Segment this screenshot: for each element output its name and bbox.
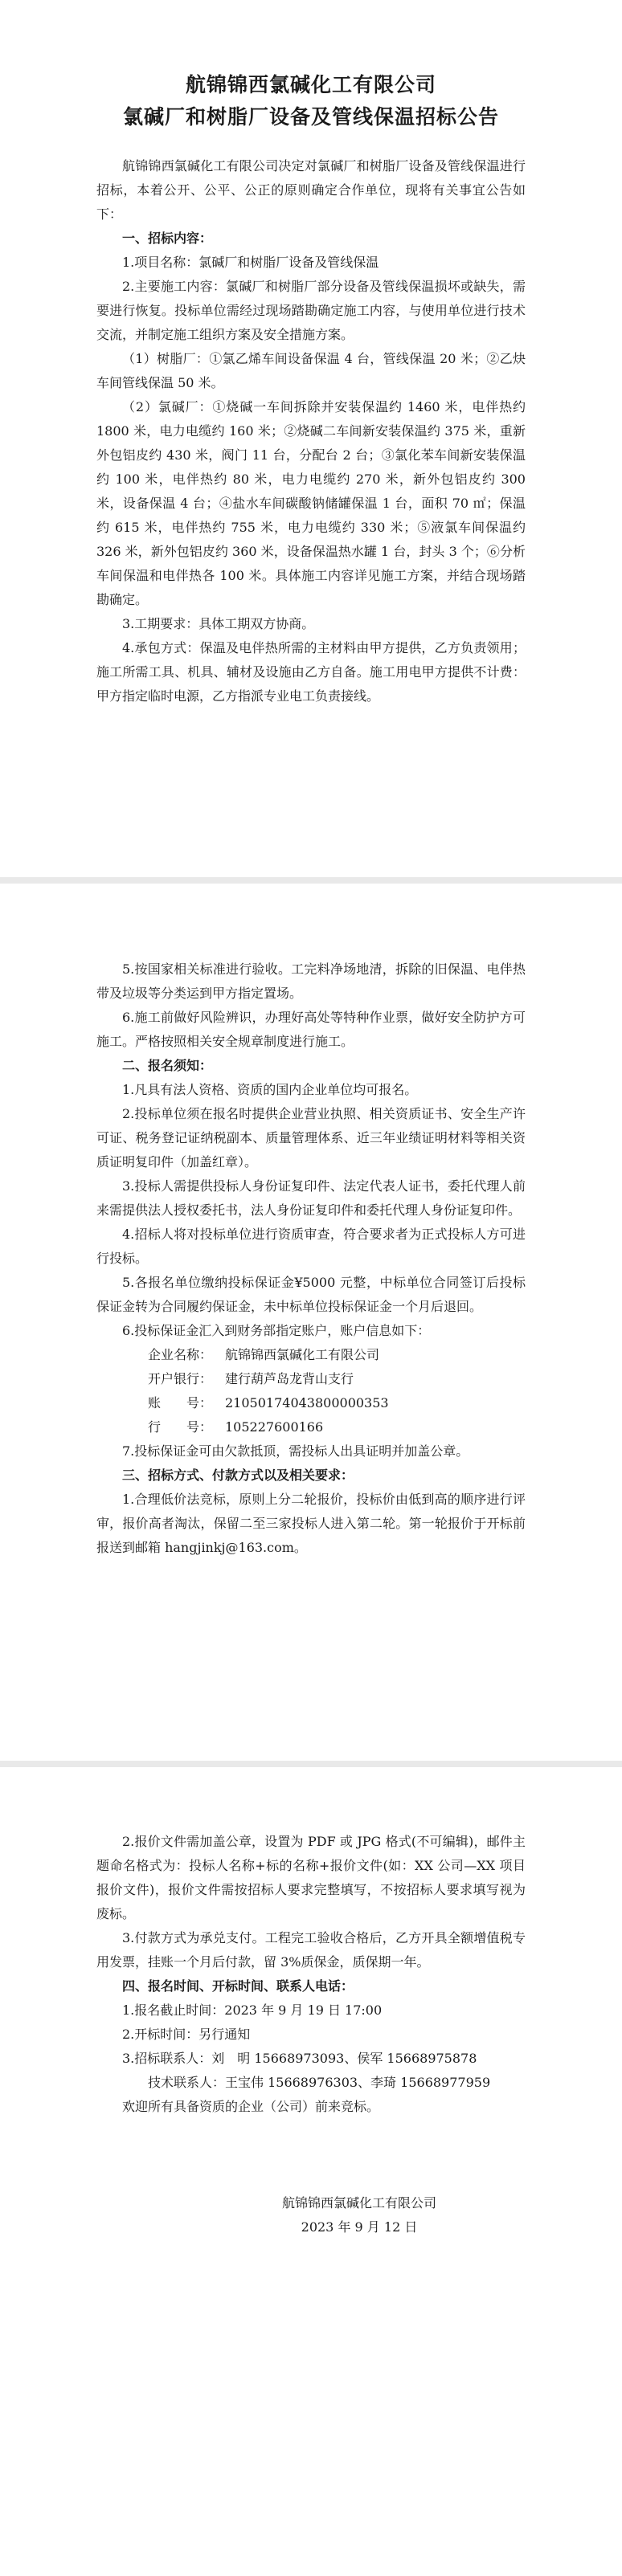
document-page-3 [0, 1767, 622, 2576]
section-2-item-2: 2.投标单位须在报名时提供企业营业执照、相关资质证书、安全生产许可证、税务登记证纳税副本、质量管理体系、近三年业绩证明材料等相关资质证明复印件（加盖红章）。 [96, 1106, 526, 1170]
section-2-item-3: 3.投标人需提供投标人身份证复印件、法定代表人证书，委托代理人前来需提供法人授权委托书，法人身份证复印件和委托代理人身份证复印件。 [96, 1178, 526, 1218]
intro-paragraph: 航锦锦西氯碱化工有限公司决定对氯碱厂和树脂厂设备及管线保温进行招标，本着公开、公平、公正的原则确定合作单位，现将有关事宜公告如下： [96, 158, 526, 222]
section-2-item-1: 1.凡具有法人资格、资质的国内企业单位均可报名。 [122, 1082, 418, 1097]
bank-code-value: 105227600166 [225, 1419, 324, 1435]
bank-account-info [96, 1343, 526, 1439]
section-4-tech-contact: 技术联系人：王宝伟 15668976303、李琦 15668977959 [148, 2075, 491, 2090]
section-3-item-1: 1.合理低价法竞标，原则上分二轮报价，投标价由低到高的顺序进行评审，报价高者淘汰，保留二至三家投标人进入第二轮。第一轮报价于开标前报送到邮箱 hangjinkj@163.com。 [96, 1492, 526, 1555]
document-title: 航锦锦西氯碱化工有限公司 [185, 73, 436, 96]
bank-row-branch [96, 1367, 526, 1391]
section-2-item-4: 4.招标人将对投标单位进行资质审查，符合要求者为正式投标人方可进行投标。 [96, 1227, 526, 1266]
section-2-item-5: 5.各报名单位缴纳投标保证金¥5000 元整，中标单位合同签订后投标保证金转为合同履约保证金，未中标单位投标保证金一个月后退回。 [96, 1275, 526, 1314]
section-1-item-5: 5.按国家相关标准进行验收。工完料净场地清，拆除的旧保温、电伴热带及垃圾等分类运到甲方指定置场。 [96, 961, 526, 1001]
bank-account-value: 21050174043800000353 [225, 1395, 389, 1410]
section-3-item-3: 3.付款方式为承兑支付。工程完工验收合格后，乙方开具全额增值税专用发票，挂账一个月后付款，留 3%质保金，质保期一年。 [96, 1930, 526, 1970]
section-2-item-7: 7.投标保证金可由欠款抵顶，需投标人出具证明并加盖公章。 [122, 1443, 469, 1459]
section-4-welcome: 欢迎所有具备资质的企业（公司）前来竞标。 [122, 2099, 380, 2114]
section-3-heading: 三、招标方式、付款方式以及相关要求： [122, 1468, 354, 1483]
bank-name-value: 航锦锦西氯碱化工有限公司 [225, 1347, 380, 1362]
section-1-item-3: 3.工期要求：具体工期双方协商。 [122, 616, 315, 631]
section-1-item-2b: （2）氯碱厂：①烧碱一车间拆除并安装保温约 1460 米，电伴热约 1800 米，电力电缆约 160 米；②烧碱二车间新安装保温约 375 米，重新外包铝皮约 430 米，阀门 11 台，分配台 2 台；③氯化苯车间新安装保温约 100 米，电伴热约 80 米，电力电缆约 270 米，新外包铝皮约 300 米，设备保温 4 台；④盐水车间碳酸钠储罐保温 1 台，面积 70 ㎡；保温约 615 米，电伴热约 755 米，电力电缆约 330 米；⑤液氯车间保温约 326 米，新外包铝皮约 360 米，设备保温热水罐 1 台，封头 3 个；⑥分析车间保温和电伴热各 100 米。具体施工内容详见施工方案，并结合现场踏勘确定。 [96, 399, 526, 607]
bank-row-name [96, 1343, 526, 1367]
section-4-item-1: 1.报名截止时间：2023 年 9 月 19 日 17:00 [122, 2002, 383, 2018]
section-1-item-6: 6.施工前做好风险辨识，办理好高处等特种作业票，做好安全防护方可施工。严格按照相关安全规章制度进行施工。 [96, 1010, 526, 1049]
bank-branch-key: 开户银行： [148, 1371, 213, 1386]
section-4-item-3: 3.招标联系人：刘 明 15668973093、侯军 15668975878 [122, 2051, 477, 2066]
section-1-heading: 一、招标内容： [122, 231, 213, 246]
bank-name-key: 企业名称： [148, 1347, 213, 1362]
document-subtitle: 氯碱厂和树脂厂设备及管线保温招标公告 [122, 105, 499, 129]
section-1-item-1: 1.项目名称：氯碱厂和树脂厂设备及管线保温 [122, 255, 379, 270]
bank-row-account [96, 1391, 526, 1415]
section-4-heading: 四、报名时间、开标时间、联系人电话： [122, 1978, 354, 1994]
bank-account-key: 账 号： [148, 1395, 213, 1410]
document-page-2 [0, 884, 622, 1761]
bank-code-key: 行 号： [148, 1419, 213, 1435]
document-page-1 [0, 0, 622, 877]
section-1-item-4: 4.承包方式：保温及电伴热所需的主材料由甲方提供，乙方负责领用；施工所需工具、机具、辅材及设施由乙方自备。施工用电甲方提供不计费：甲方指定临时电源，乙方指派专业电工负责接线。 [96, 640, 526, 704]
bank-branch-value: 建行葫芦岛龙背山支行 [225, 1371, 354, 1386]
section-1-item-2a: （1）树脂厂：①氯乙烯车间设备保温 4 台，管线保温 20 米；②乙炔车间管线保温 50 米。 [96, 351, 526, 390]
section-2-item-6: 6.投标保证金汇入到财务部指定账户，账户信息如下： [122, 1323, 431, 1338]
section-2-heading: 二、报名须知： [122, 1058, 213, 1073]
section-1-item-2: 2.主要施工内容：氯碱厂和树脂厂部分设备及管线保温损坏或缺失，需要进行恢复。投标单位需经过现场踏勘确定施工内容，与使用单位进行技术交流，并制定施工组织方案及安全措施方案。 [96, 279, 526, 342]
bank-row-code [96, 1415, 526, 1439]
section-4-item-2: 2.开标时间：另行通知 [122, 2027, 251, 2042]
section-3-item-2: 2.报价文件需加盖公章，设置为 PDF 或 JPG 格式(不可编辑)，邮件主题命名格式为：投标人名称+标的名称+报价文件(如：XX 公司—XX 项目报价文件)，报价文件需按招标人要求完整填写，不按招标人要求填写视为废标。 [96, 1834, 526, 1921]
signature-org: 航锦锦西氯碱化工有限公司 [281, 2195, 436, 2211]
signature-date: 2023 年 9 月 12 日 [301, 2219, 418, 2235]
